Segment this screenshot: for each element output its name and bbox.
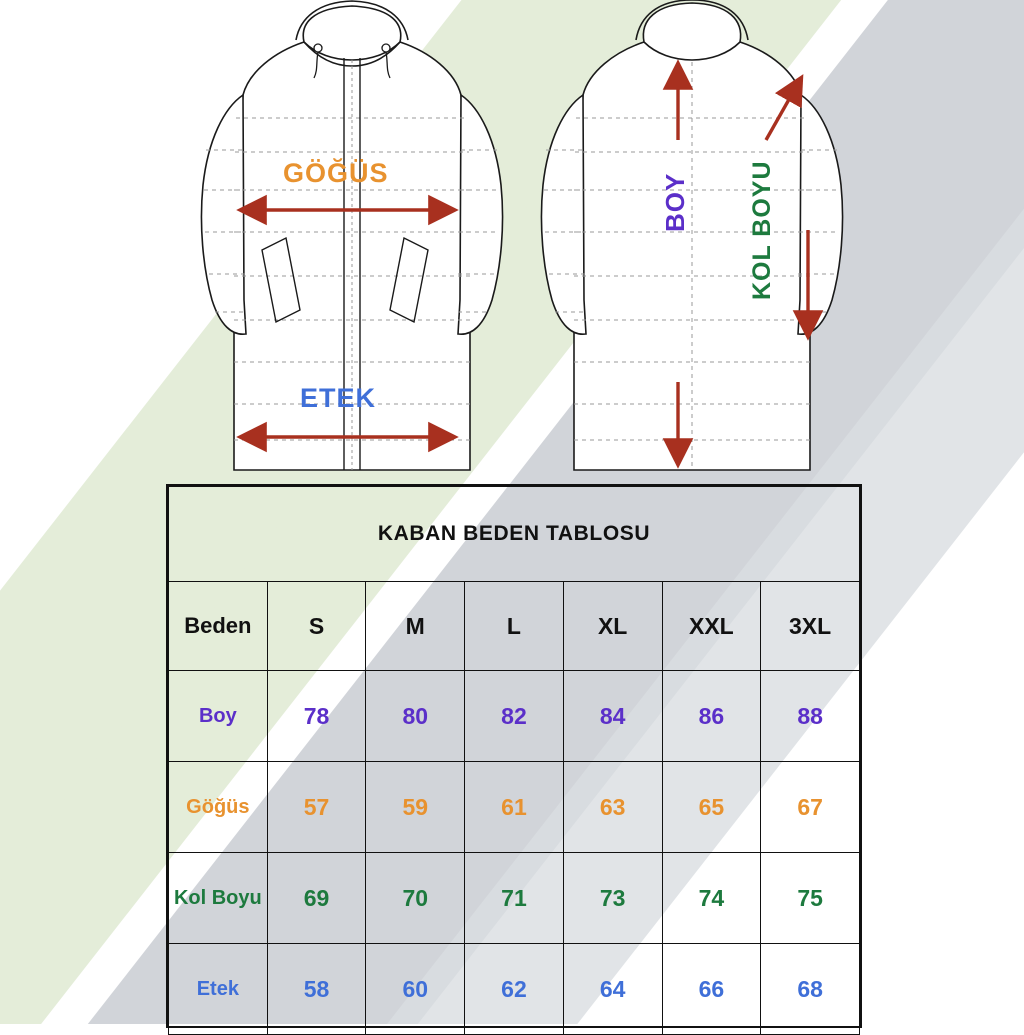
cell-gogus-m: 59 bbox=[366, 762, 465, 853]
cell-boy-xxl: 86 bbox=[662, 671, 761, 762]
label-length: BOY bbox=[660, 172, 690, 232]
table-row bbox=[169, 944, 860, 1035]
cell-boy-xl: 84 bbox=[563, 671, 662, 762]
header-cell-xl: XL bbox=[563, 582, 662, 671]
table-row bbox=[169, 762, 860, 853]
cell-etek-s: 58 bbox=[267, 944, 366, 1035]
cell-boy-m: 80 bbox=[366, 671, 465, 762]
table-row bbox=[169, 853, 860, 944]
size-table bbox=[168, 486, 860, 1035]
table-row bbox=[169, 671, 860, 762]
header-cell-l: L bbox=[465, 582, 564, 671]
cell-boy-3xl: 88 bbox=[761, 671, 860, 762]
cell-kol-3xl: 75 bbox=[761, 853, 860, 944]
cell-gogus-s: 57 bbox=[267, 762, 366, 853]
cell-etek-l: 62 bbox=[465, 944, 564, 1035]
cell-boy-s: 78 bbox=[267, 671, 366, 762]
header-cell-beden: Beden bbox=[169, 582, 268, 671]
cell-etek-xl: 64 bbox=[563, 944, 662, 1035]
jacket-illustration bbox=[0, 0, 1024, 490]
header-cell-xxl: XXL bbox=[662, 582, 761, 671]
cell-kol-m: 70 bbox=[366, 853, 465, 944]
label-hem: ETEK bbox=[300, 383, 377, 413]
cell-kol-l: 71 bbox=[465, 853, 564, 944]
cell-gogus-xxl: 65 bbox=[662, 762, 761, 853]
row-label-etek: Etek bbox=[169, 944, 268, 1035]
header-cell-3xl: 3XL bbox=[761, 582, 860, 671]
label-chest: GÖĞÜS bbox=[283, 158, 389, 188]
cell-gogus-l: 61 bbox=[465, 762, 564, 853]
cell-boy-l: 82 bbox=[465, 671, 564, 762]
cell-gogus-xl: 63 bbox=[563, 762, 662, 853]
size-table-container bbox=[166, 484, 862, 1028]
cell-kol-s: 69 bbox=[267, 853, 366, 944]
cell-gogus-3xl: 67 bbox=[761, 762, 860, 853]
cell-kol-xxl: 74 bbox=[662, 853, 761, 944]
cell-etek-xxl: 66 bbox=[662, 944, 761, 1035]
cell-kol-xl: 73 bbox=[563, 853, 662, 944]
table-title-row bbox=[169, 487, 860, 582]
row-label-gogus: Göğüs bbox=[169, 762, 268, 853]
label-sleeve: KOL BOYU bbox=[748, 160, 776, 300]
table-title: KABAN BEDEN TABLOSU bbox=[169, 487, 860, 582]
row-label-kol-boyu: Kol Boyu bbox=[169, 853, 268, 944]
cell-etek-m: 60 bbox=[366, 944, 465, 1035]
table-header-row bbox=[169, 582, 860, 671]
header-cell-m: M bbox=[366, 582, 465, 671]
cell-etek-3xl: 68 bbox=[761, 944, 860, 1035]
header-cell-s: S bbox=[267, 582, 366, 671]
row-label-boy: Boy bbox=[169, 671, 268, 762]
jacket-technical-drawing bbox=[0, 0, 1024, 490]
